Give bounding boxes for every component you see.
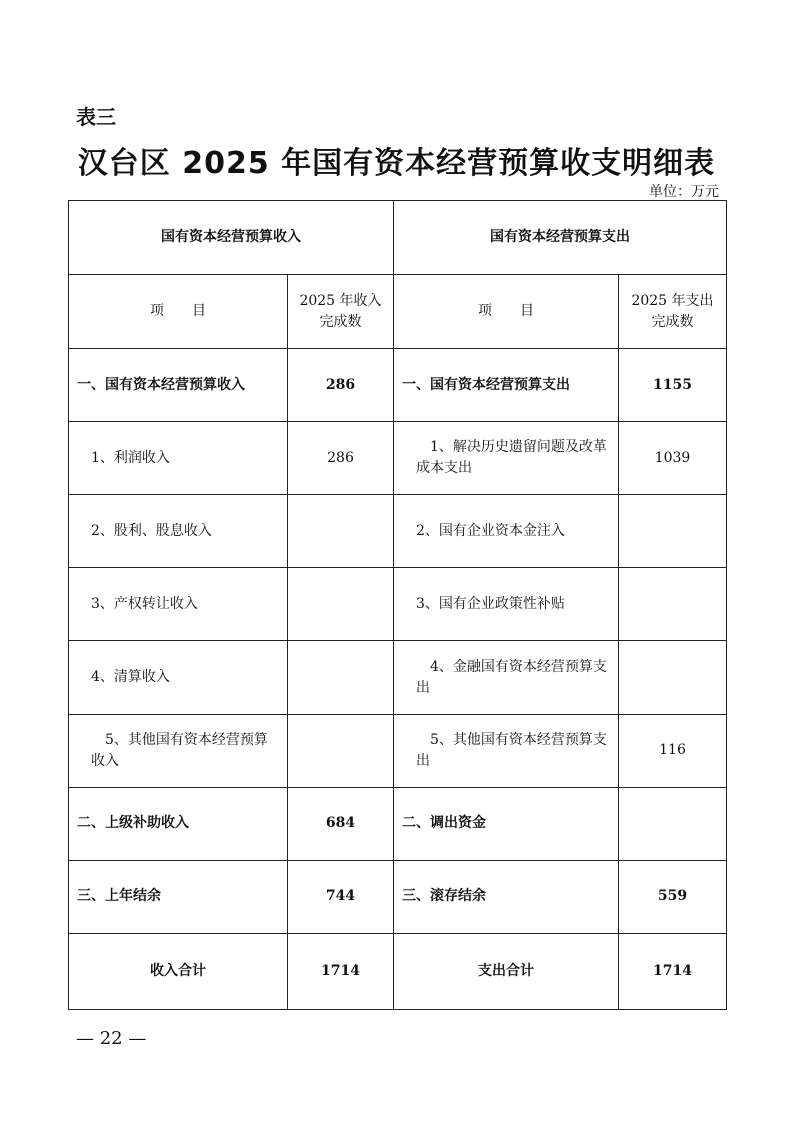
income-value: 286 [288, 349, 394, 422]
expense-total-label: 支出合计 [394, 933, 619, 1009]
page-title: 汉台区 2025 年国有资本经营预算收支明细表 [77, 146, 716, 181]
page-number: — 22 — [76, 1028, 147, 1049]
table-row [69, 860, 727, 933]
income-item-text: 5、其他国有资本经营预算收入 [91, 731, 268, 769]
expense-section-header: 国有资本经营预算支出 [394, 201, 727, 275]
expense-item-text: 1、解决历史遗留问题及改革成本支出 [416, 439, 607, 477]
income-item: 三、上年结余 [69, 860, 288, 933]
expense-value: 1039 [619, 422, 727, 495]
table-label: 表三 [76, 105, 116, 129]
expense-value [619, 787, 727, 860]
income-value: 744 [288, 860, 394, 933]
table-row [69, 568, 727, 641]
income-value [288, 568, 394, 641]
income-item: 2、股利、股息收入 [69, 495, 288, 568]
expense-total-value: 1714 [619, 933, 727, 1009]
total-row [69, 933, 727, 1009]
expense-value [619, 641, 727, 714]
expense-value [619, 495, 727, 568]
table-row [69, 495, 727, 568]
expense-item: 2、国有企业资本金注入 [394, 495, 619, 568]
table-row [69, 714, 727, 787]
table-row [69, 349, 727, 422]
expense-item [394, 641, 619, 714]
income-item: 一、国有资本经营预算收入 [69, 349, 288, 422]
expense-item-text: 5、其他国有资本经营预算支出 [416, 731, 607, 769]
income-value [288, 714, 394, 787]
expense-item-text: 4、金融国有资本经营预算支出 [416, 658, 607, 696]
income-total-label: 收入合计 [69, 933, 288, 1009]
expense-value [619, 568, 727, 641]
expense-item [394, 422, 619, 495]
income-item-column-header: 项 目 [69, 275, 288, 349]
income-item: 1、利润收入 [69, 422, 288, 495]
income-total-value: 1714 [288, 933, 394, 1009]
income-value: 684 [288, 787, 394, 860]
unit-label: 单位：万元 [649, 184, 719, 200]
expense-item: 三、滚存结余 [394, 860, 619, 933]
expense-item [394, 714, 619, 787]
expense-value: 1155 [619, 349, 727, 422]
expense-value: 116 [619, 714, 727, 787]
budget-table [68, 200, 727, 1010]
income-value: 286 [288, 422, 394, 495]
income-section-header: 国有资本经营预算收入 [69, 201, 394, 275]
income-value-column-header: 2025 年收入完成数 [288, 275, 394, 349]
income-item: 二、上级补助收入 [69, 787, 288, 860]
expense-item: 二、调出资金 [394, 787, 619, 860]
expense-item: 3、国有企业政策性补贴 [394, 568, 619, 641]
column-header-row [69, 275, 727, 349]
expense-value-column-header: 2025 年支出完成数 [619, 275, 727, 349]
income-value [288, 641, 394, 714]
section-header-row [69, 201, 727, 275]
income-value [288, 495, 394, 568]
expense-item: 一、国有资本经营预算支出 [394, 349, 619, 422]
table-row [69, 787, 727, 860]
income-item [69, 714, 288, 787]
expense-value: 559 [619, 860, 727, 933]
expense-item-column-header: 项 目 [394, 275, 619, 349]
income-item: 4、清算收入 [69, 641, 288, 714]
table-row [69, 641, 727, 714]
income-item: 3、产权转让收入 [69, 568, 288, 641]
table-row [69, 422, 727, 495]
